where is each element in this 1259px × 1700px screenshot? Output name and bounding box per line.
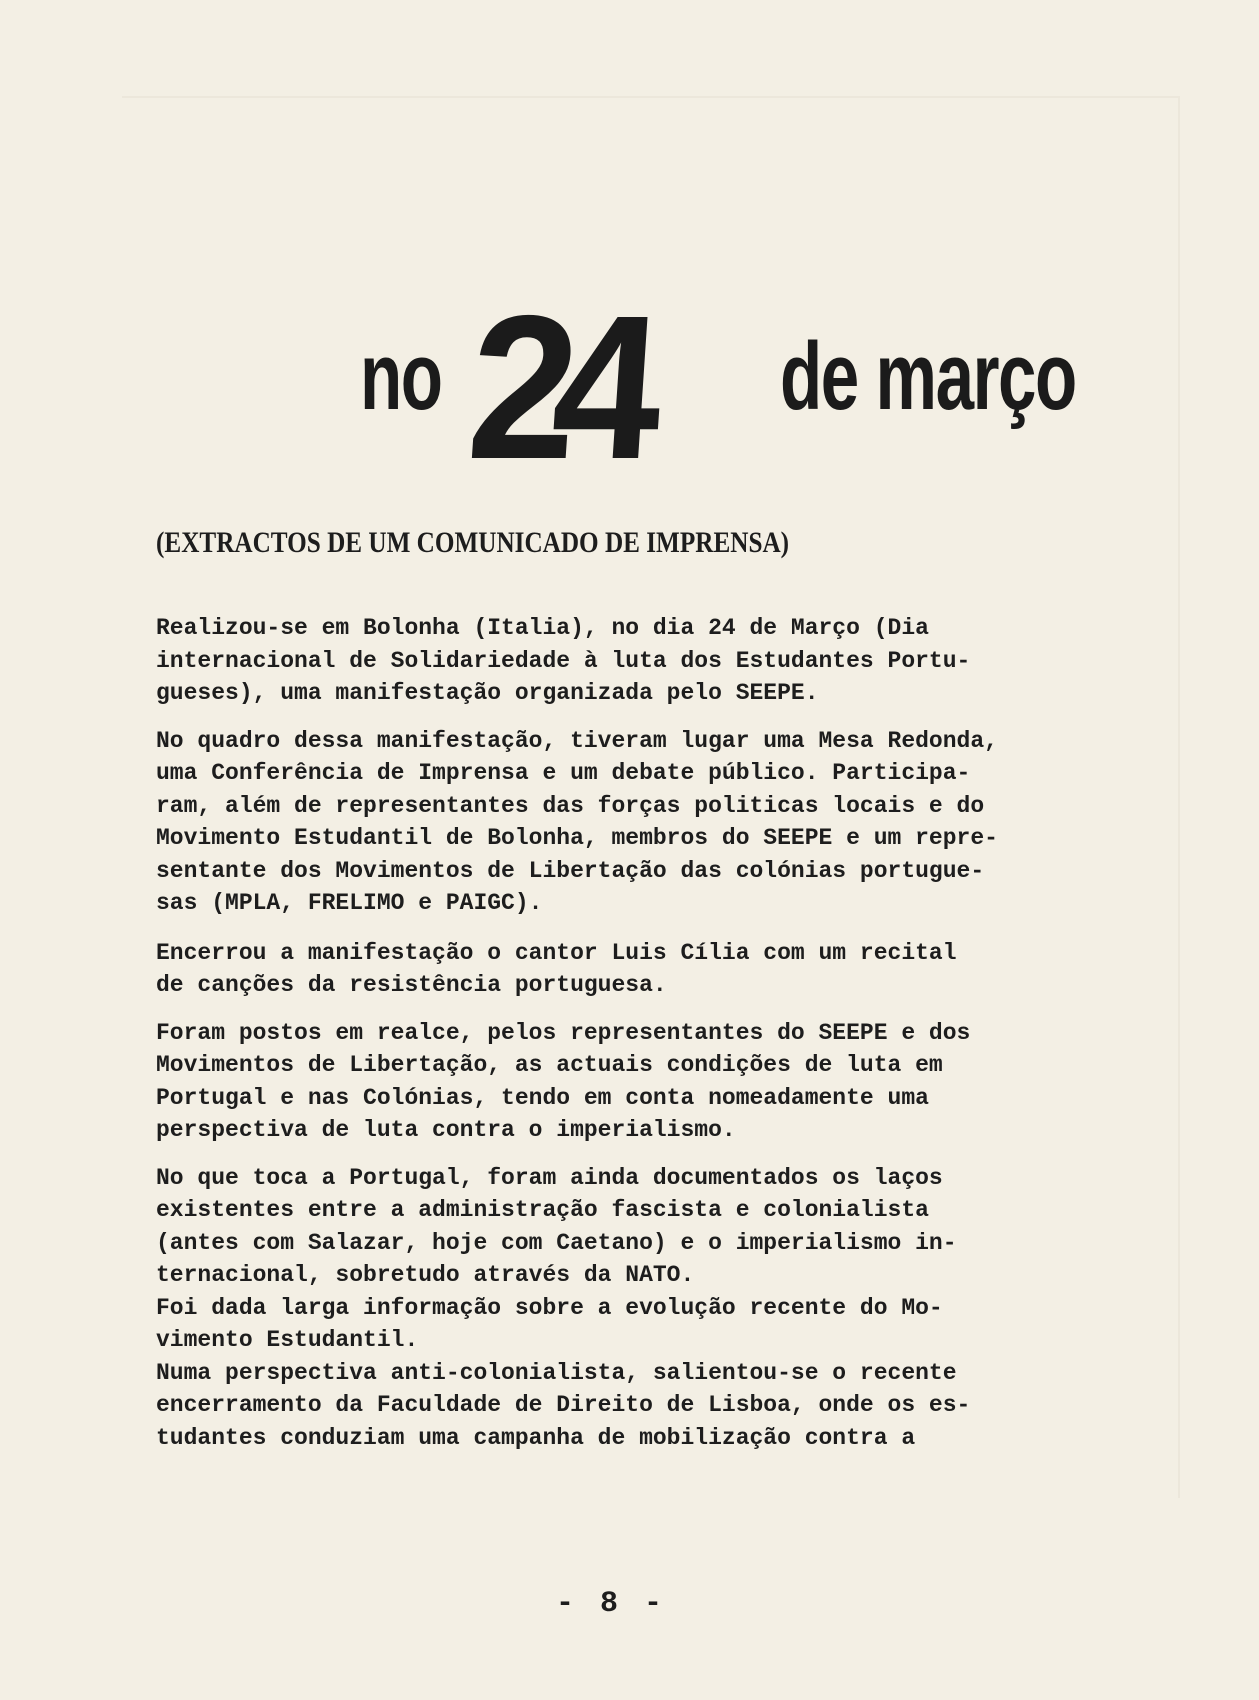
text-line: sas (MPLA, FRELIMO e PAIGC).	[156, 890, 543, 916]
headline	[360, 273, 1160, 502]
text-line: internacional de Solidariedade à luta dos Estudantes Portu-	[156, 647, 971, 674]
text-line: tudantes conduziam uma campanha de mobilização contra a	[156, 1424, 916, 1451]
text-line: Portugal e nas Colónias, tendo em conta nomeadamente uma	[156, 1084, 929, 1111]
text-line: Foram postos em realce, pelos representantes do SEEPE e dos	[156, 1019, 971, 1046]
text-line: ram, além de representantes das forças politicas locais e do	[156, 792, 985, 819]
text-line: Encerrou a manifestação o cantor Luis Cília com um recital	[156, 939, 957, 966]
paragraph	[156, 1017, 1186, 1147]
paragraph	[156, 1162, 1186, 1455]
page-number: - 8 -	[556, 1587, 667, 1621]
text-line: gueses), uma manifestação organizada pelo SEEPE.	[156, 680, 819, 706]
text-line: uma Conferência de Imprensa e um debate público. Participa-	[156, 760, 971, 786]
text-line: encerramento da Faculdade de Direito de Lisboa, onde os es-	[156, 1392, 971, 1418]
text-line: No quadro dessa manifestação, tiveram lugar uma Mesa Redonda,	[156, 727, 998, 754]
headline-number: 24	[462, 273, 645, 502]
text-line: vimento Estudantil.	[156, 1327, 419, 1353]
article-body	[156, 612, 1186, 1469]
headline-prefix: no	[360, 323, 442, 430]
text-line: Foi dada larga informação sobre a evolução recente do Mo-	[156, 1294, 943, 1321]
headline-suffix: de março	[780, 323, 1076, 430]
text-line: No que toca a Portugal, foram ainda documentados os laços	[156, 1164, 943, 1191]
text-line: Numa perspectiva anti-colonialista, salientou-se o recente	[156, 1359, 957, 1386]
text-line: Movimento Estudantil de Bolonha, membros do SEEPE e um repre-	[156, 825, 998, 851]
paragraph	[156, 612, 1186, 710]
text-line: de canções da resistência portuguesa.	[156, 972, 667, 998]
text-line: Realizou-se em Bolonha (Italia), no dia 24 de Março (Dia	[156, 615, 929, 641]
text-line: sentante dos Movimentos de Libertação das colónias portugue-	[156, 857, 985, 884]
text-line: existentes entre a administração fascista e colonialista	[156, 1197, 929, 1223]
paragraph	[156, 725, 1186, 920]
text-line: Movimentos de Libertação, as actuais condições de luta em	[156, 1052, 943, 1078]
paragraph	[156, 937, 1186, 1002]
text-line: ternacional, sobretudo através da NATO.	[156, 1262, 695, 1288]
subtitle: (EXTRACTOS DE UM COMUNICADO DE IMPRENSA)	[156, 526, 790, 559]
text-line: (antes com Salazar, hoje com Caetano) e o imperialismo in-	[156, 1229, 957, 1256]
text-line: perspectiva de luta contra o imperialismo.	[156, 1117, 736, 1143]
